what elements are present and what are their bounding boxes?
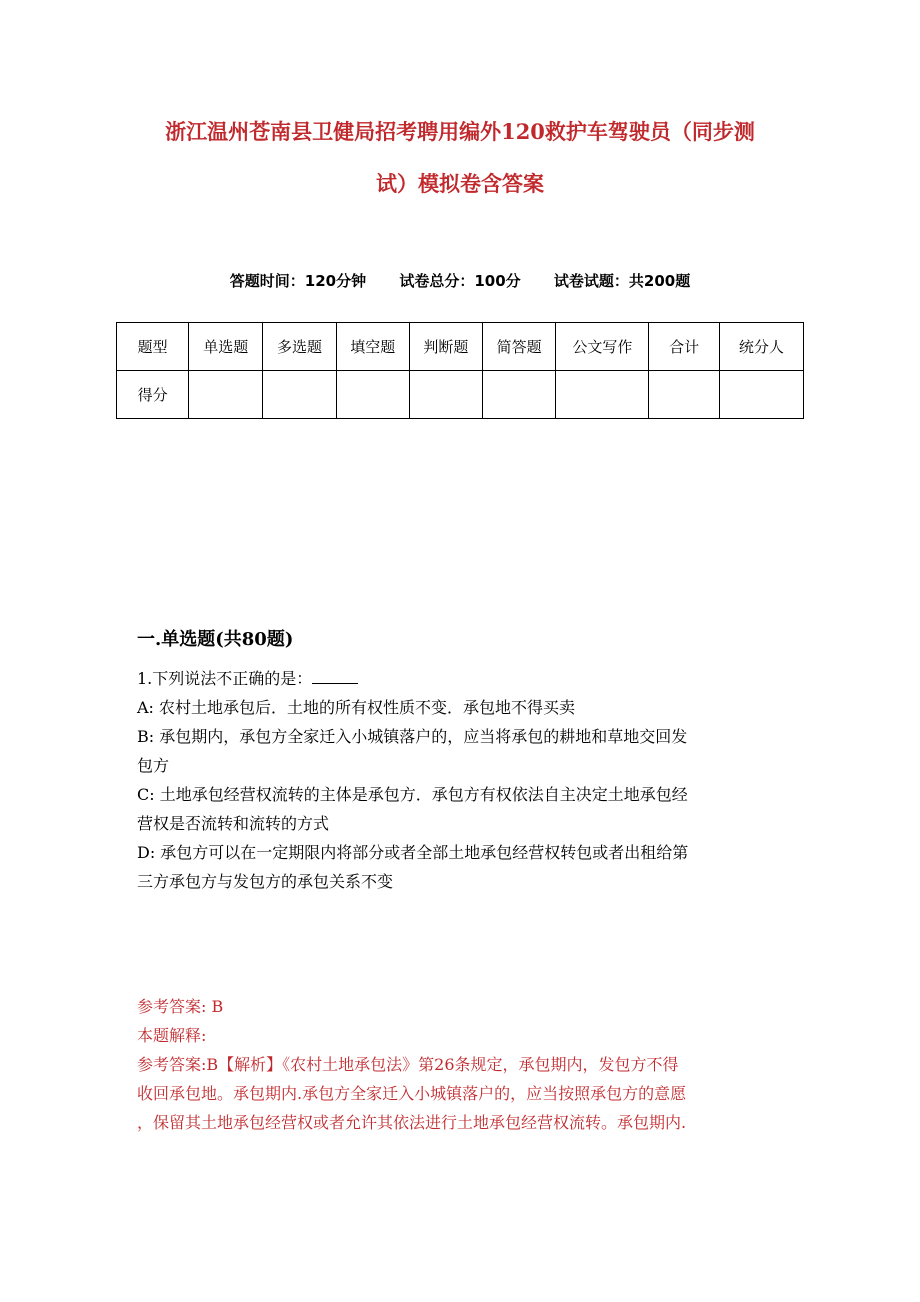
score-cell xyxy=(649,371,719,419)
explanation-line: 收回承包地。承包期内.承包方全家迁入小城镇落户的，应当按照承包方的意愿 xyxy=(137,1084,687,1103)
score-table xyxy=(116,322,804,419)
option-a: A: 农村土地承包后．土地的所有权性质不变．承包地不得买卖 xyxy=(137,698,576,717)
row-label: 得分 xyxy=(117,371,189,419)
document-title-line-1: 浙江温州苍南县卫健局招考聘用编外120救护车驾驶员（同步测 xyxy=(165,119,755,144)
score-cell xyxy=(483,371,556,419)
explanation-line: ，保留其土地承包经营权或者允许其依法进行土地承包经营权流转。承包期内. xyxy=(137,1113,687,1132)
exam-time: 答题时间：120分钟 xyxy=(229,272,367,290)
explanation-label: 本题解释: xyxy=(137,1026,207,1045)
score-cell xyxy=(189,371,263,419)
option-b: B: 承包期内，承包方全家迁入小城镇落户的，应当将承包的耕地和草地交回发 xyxy=(137,727,688,746)
option-c: C: 土地承包经营权流转的主体是承包方．承包方有权依法自主决定土地承包经 xyxy=(137,785,688,804)
header-cell: 判断题 xyxy=(409,323,482,371)
option-b-cont: 包方 xyxy=(137,756,170,775)
option-d: D: 承包方可以在一定期限内将部分或者全部土地承包经营权转包或者出租给第 xyxy=(137,843,689,862)
score-cell xyxy=(263,371,336,419)
option-d-cont: 三方承包方与发包方的承包关系不变 xyxy=(137,872,394,891)
header-cell: 题型 xyxy=(117,323,189,371)
exam-meta xyxy=(0,270,920,291)
header-cell: 合计 xyxy=(649,323,719,371)
header-cell: 公文写作 xyxy=(556,323,649,371)
exam-question-count: 试卷试题：共200题 xyxy=(553,272,691,290)
section-heading: 一.单选题(共80题) xyxy=(137,629,294,650)
header-cell: 填空题 xyxy=(336,323,409,371)
exam-total-score: 试卷总分：100分 xyxy=(399,272,521,290)
header-cell: 单选题 xyxy=(189,323,263,371)
score-cell xyxy=(556,371,649,419)
document-title-line-2: 试）模拟卷含答案 xyxy=(376,171,544,196)
score-table-score-row xyxy=(117,371,804,419)
option-c-cont: 营权是否流转和流转的方式 xyxy=(137,814,330,833)
header-cell: 统分人 xyxy=(719,323,803,371)
explanation-line: 参考答案:B【解析】《农村土地承包法》第26条规定，承包期内，发包方不得 xyxy=(137,1055,679,1074)
reference-answer: 参考答案: B xyxy=(137,997,224,1016)
question-1 xyxy=(137,664,787,896)
question-stem: 1.下列说法不正确的是： xyxy=(137,664,787,693)
header-cell: 简答题 xyxy=(483,323,556,371)
score-cell xyxy=(409,371,482,419)
score-cell xyxy=(336,371,409,419)
answer-blank xyxy=(312,667,358,684)
score-table-header-row xyxy=(117,323,804,371)
score-cell xyxy=(719,371,803,419)
header-cell: 多选题 xyxy=(263,323,336,371)
answer-block xyxy=(137,992,787,1137)
